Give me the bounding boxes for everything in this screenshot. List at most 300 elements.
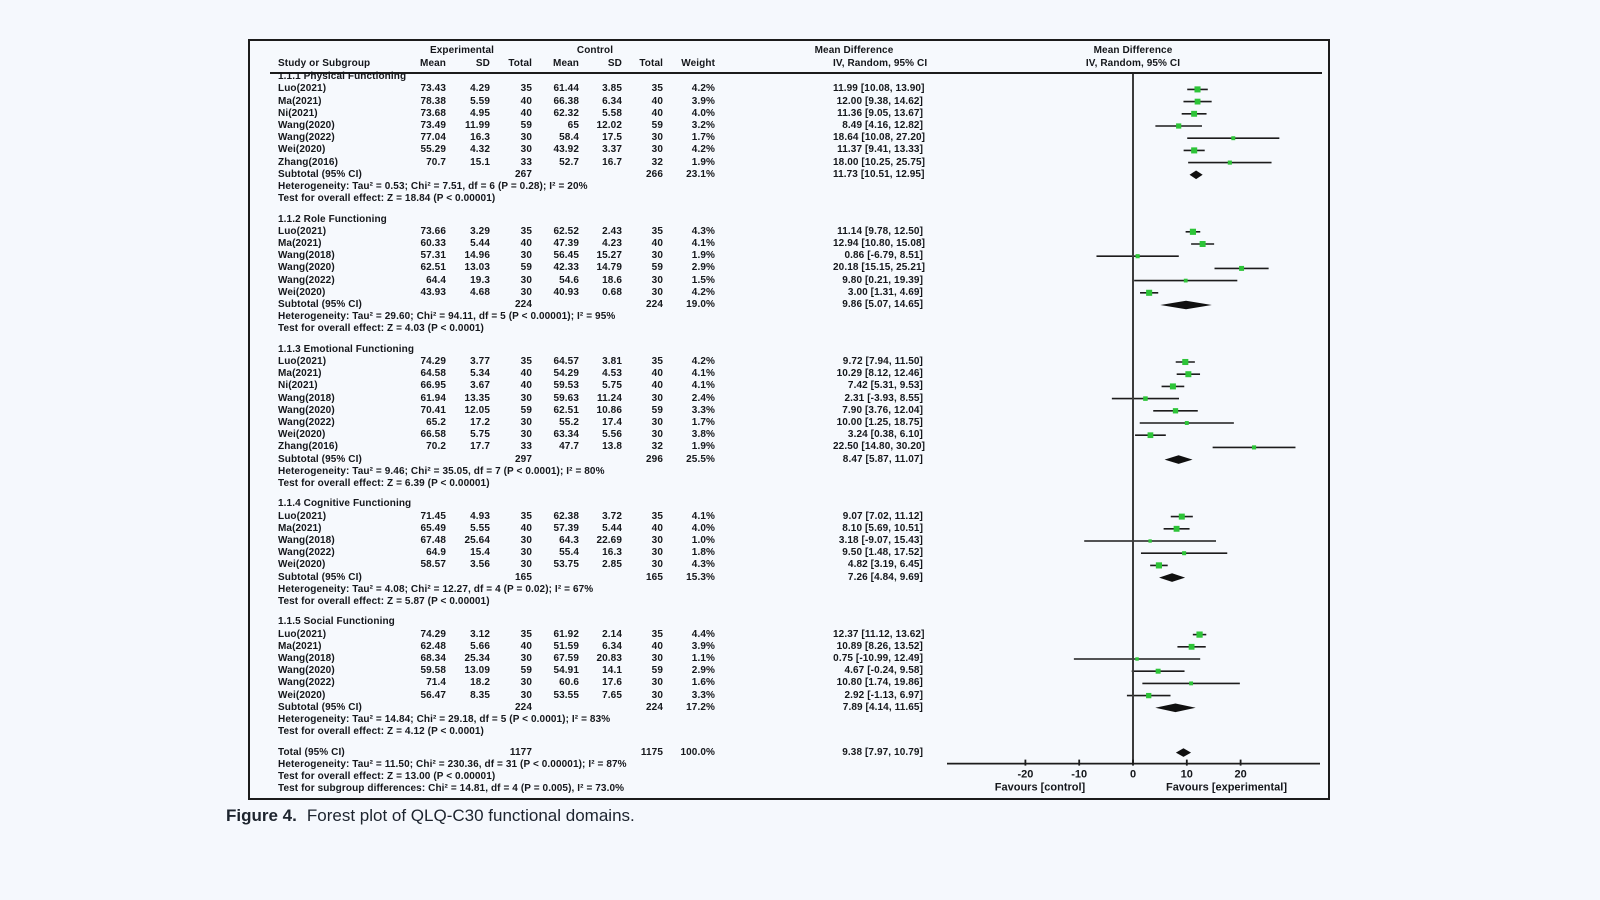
sd-control: 3.85: [602, 83, 622, 94]
sd-experimental: 15.4: [470, 547, 490, 558]
total-experimental: 1177: [509, 747, 532, 758]
subtotal-diamond: [1165, 455, 1193, 464]
weight: 1.1%: [691, 653, 715, 664]
header-total-control: Total: [639, 58, 663, 69]
mean-experimental: 66.58: [420, 429, 446, 440]
sd-control: 3.81: [602, 356, 622, 367]
mean-experimental: 67.48: [420, 535, 446, 546]
forest-plot-panel: [248, 39, 1330, 800]
sd-experimental: 15.1: [470, 157, 490, 168]
total-experimental: 33: [520, 157, 532, 168]
sd-control: 5.44: [602, 523, 622, 534]
study-name: Wang(2020): [278, 405, 335, 416]
weight: 2.4%: [691, 393, 715, 404]
md-ci-text: 12.37 [11.12, 13.62]: [833, 629, 925, 640]
weight: 4.3%: [691, 559, 715, 570]
weight: 23.1%: [686, 169, 715, 180]
mean-control: 64.3: [559, 535, 579, 546]
total-control: 30: [651, 535, 663, 546]
total-experimental: 59: [520, 405, 532, 416]
weight: 1.9%: [691, 250, 715, 261]
total-control: 40: [651, 368, 663, 379]
total-control: 165: [646, 572, 663, 583]
md-ci-text: 9.50 [1.48, 17.52]: [842, 547, 923, 558]
mean-experimental: 62.51: [420, 262, 446, 273]
subtotal-label: Subtotal (95% CI): [278, 169, 362, 180]
study-name: Wei(2020): [278, 429, 326, 440]
md-ci-text: 0.75 [-10.99, 12.49]: [833, 653, 923, 664]
sd-control: 18.6: [602, 275, 622, 286]
subtotal-diamond: [1155, 704, 1195, 713]
md-ci-text: 11.36 [9.05, 13.67]: [837, 108, 923, 119]
sd-experimental: 13.09: [464, 665, 490, 676]
mean-experimental: 78.38: [420, 96, 446, 107]
subtotal-label: Subtotal (95% CI): [278, 702, 362, 713]
point-estimate-marker: [1176, 123, 1181, 128]
total-label: Total (95% CI): [278, 747, 345, 758]
sd-control: 22.69: [596, 535, 622, 546]
header-total-experimental: Total: [508, 58, 532, 69]
mean-control: 56.45: [553, 250, 579, 261]
mean-control: 54.91: [553, 665, 579, 676]
axis-tick-label: 10: [1180, 768, 1193, 781]
study-name: Wang(2018): [278, 535, 335, 546]
total-control: 59: [651, 665, 663, 676]
sd-experimental: 13.35: [464, 393, 490, 404]
weight: 3.2%: [691, 120, 715, 131]
mean-control: 47.39: [553, 238, 579, 249]
md-ci-text: 9.86 [5.07, 14.65]: [842, 299, 923, 310]
mean-control: 62.38: [553, 511, 579, 522]
md-ci-text: 2.31 [-3.93, 8.55]: [844, 393, 923, 404]
study-name: Wei(2020): [278, 287, 326, 298]
point-estimate-marker: [1156, 562, 1162, 568]
header-ci-plot-column: IV, Random, 95% CI: [1085, 58, 1181, 69]
header-group-control: Control: [576, 45, 614, 56]
weight: 4.1%: [691, 380, 715, 391]
total-diamond: [1176, 748, 1191, 757]
weight: 19.0%: [686, 299, 715, 310]
point-estimate-marker: [1194, 86, 1200, 92]
sd-control: 2.85: [602, 559, 622, 570]
sd-experimental: 4.95: [470, 108, 490, 119]
total-control: 30: [651, 429, 663, 440]
mean-control: 51.59: [553, 641, 579, 652]
total-control: 30: [651, 690, 663, 701]
weight: 3.9%: [691, 641, 715, 652]
point-estimate-marker: [1148, 432, 1154, 438]
subgroup-differences-note: Test for subgroup differences: Chi² = 14.81, df = 4 (P = 0.005), I² = 73.0%: [278, 783, 625, 794]
mean-control: 47.7: [559, 441, 579, 452]
point-estimate-marker: [1189, 681, 1193, 685]
total-control: 266: [646, 169, 663, 180]
weight: 4.3%: [691, 226, 715, 237]
header-group-mean-difference-text: Mean Difference: [814, 45, 894, 56]
mean-control: 55.2: [559, 417, 579, 428]
point-estimate-marker: [1191, 147, 1197, 153]
total-experimental: 40: [520, 380, 532, 391]
weight: 1.7%: [691, 417, 715, 428]
total-control: 35: [651, 511, 663, 522]
total-control: 30: [651, 144, 663, 155]
sd-experimental: 5.75: [470, 429, 490, 440]
mean-control: 52.7: [559, 157, 579, 168]
sd-control: 12.02: [596, 120, 622, 131]
md-ci-text: 18.64 [10.08, 27.20]: [833, 132, 926, 143]
weight: 100.0%: [680, 747, 715, 758]
section-header: 1.1.3 Emotional Functioning: [278, 344, 415, 355]
total-control: 32: [651, 157, 663, 168]
total-experimental: 30: [520, 144, 532, 155]
md-ci-text: 3.18 [-9.07, 15.43]: [838, 535, 923, 546]
study-name: Wang(2018): [278, 653, 335, 664]
study-name: Luo(2021): [278, 511, 327, 522]
sd-control: 17.4: [602, 417, 622, 428]
total-control: 40: [651, 96, 663, 107]
sd-control: 13.8: [602, 441, 622, 452]
weight: 4.2%: [691, 287, 715, 298]
sd-control: 2.14: [602, 629, 622, 640]
point-estimate-marker: [1231, 136, 1235, 140]
weight: 3.3%: [691, 690, 715, 701]
study-name: Wei(2020): [278, 559, 326, 570]
sd-experimental: 13.03: [464, 262, 490, 273]
md-ci-text: 22.50 [14.80, 30.20]: [833, 441, 926, 452]
total-experimental: 35: [520, 226, 532, 237]
overall-effect-note: Test for overall effect: Z = 6.39 (P < 0.00001): [278, 478, 490, 489]
study-name: Ma(2021): [278, 96, 322, 107]
md-ci-text: 18.00 [10.25, 25.75]: [833, 157, 926, 168]
study-name: Ma(2021): [278, 641, 322, 652]
study-name: Wang(2020): [278, 665, 335, 676]
total-control: 30: [651, 393, 663, 404]
sd-control: 17.5: [602, 132, 622, 143]
point-estimate-marker: [1173, 408, 1178, 413]
header-weight: Weight: [681, 58, 715, 69]
mean-control: 59.53: [553, 380, 579, 391]
total-experimental: 30: [520, 417, 532, 428]
weight: 1.6%: [691, 677, 715, 688]
md-ci-text: 10.89 [8.26, 13.52]: [836, 641, 923, 652]
total-experimental: 30: [520, 429, 532, 440]
sd-experimental: 5.44: [470, 238, 490, 249]
sd-experimental: 3.77: [470, 356, 490, 367]
weight: 2.9%: [691, 665, 715, 676]
mean-control: 43.92: [553, 144, 579, 155]
md-ci-text: 9.07 [7.02, 11.12]: [842, 511, 923, 522]
total-control: 35: [651, 226, 663, 237]
mean-experimental: 65.49: [420, 523, 446, 534]
total-control: 40: [651, 380, 663, 391]
study-name: Luo(2021): [278, 83, 327, 94]
point-estimate-marker: [1148, 539, 1151, 542]
total-experimental: 30: [520, 535, 532, 546]
study-name: Zhang(2016): [278, 441, 339, 452]
study-name: Wang(2020): [278, 120, 335, 131]
sd-experimental: 3.12: [470, 629, 490, 640]
axis-tick-label: -10: [1071, 768, 1088, 781]
md-ci-text: 8.47 [5.87, 11.07]: [842, 454, 923, 465]
sd-experimental: 5.55: [470, 523, 490, 534]
weight: 1.0%: [691, 535, 715, 546]
md-ci-text: 2.92 [-1.13, 6.97]: [844, 690, 923, 701]
total-control: 35: [651, 356, 663, 367]
point-estimate-marker: [1179, 514, 1185, 520]
total-control: 59: [651, 120, 663, 131]
subtotal-label: Subtotal (95% CI): [278, 572, 362, 583]
sd-experimental: 3.56: [470, 559, 490, 570]
md-ci-text: 11.14 [9.78, 12.50]: [837, 226, 923, 237]
mean-experimental: 55.29: [420, 144, 446, 155]
sd-control: 10.86: [596, 405, 622, 416]
sd-experimental: 19.3: [470, 275, 490, 286]
point-estimate-marker: [1146, 290, 1152, 296]
total-control: 30: [651, 250, 663, 261]
point-estimate-marker: [1170, 383, 1176, 389]
total-experimental: 40: [520, 641, 532, 652]
sd-experimental: 17.2: [470, 417, 490, 428]
header-mean-experimental: Mean: [420, 58, 446, 69]
total-experimental: 35: [520, 83, 532, 94]
header-group-mean-difference-plot: Mean Difference: [1093, 45, 1173, 56]
point-estimate-marker: [1143, 396, 1148, 401]
point-estimate-marker: [1252, 445, 1256, 449]
sd-experimental: 4.68: [470, 287, 490, 298]
total-control: 224: [646, 702, 663, 713]
weight: 3.9%: [691, 96, 715, 107]
mean-control: 58.4: [559, 132, 579, 143]
md-ci-text: 4.67 [-0.24, 9.58]: [844, 665, 923, 676]
mean-experimental: 62.48: [420, 641, 446, 652]
sd-experimental: 25.34: [464, 653, 490, 664]
md-ci-text: 9.80 [0.21, 19.39]: [842, 275, 923, 286]
point-estimate-marker: [1185, 421, 1189, 425]
mean-control: 61.92: [553, 629, 579, 640]
total-experimental: 30: [520, 250, 532, 261]
point-estimate-marker: [1184, 279, 1188, 283]
study-name: Ma(2021): [278, 238, 322, 249]
md-ci-text: 9.72 [7.94, 11.50]: [842, 356, 923, 367]
md-ci-text: 7.89 [4.14, 11.65]: [842, 702, 923, 713]
weight: 1.9%: [691, 441, 715, 452]
sd-control: 3.37: [602, 144, 622, 155]
subtotal-label: Subtotal (95% CI): [278, 299, 362, 310]
md-ci-text: 20.18 [15.15, 25.21]: [833, 262, 926, 273]
sd-control: 11.24: [597, 393, 622, 404]
axis-tick-label: -20: [1017, 768, 1034, 781]
sd-experimental: 5.66: [470, 641, 490, 652]
axis-tick-label: 20: [1234, 768, 1247, 781]
weight: 4.1%: [691, 238, 715, 249]
total-experimental: 33: [520, 441, 532, 452]
total-control: 40: [651, 641, 663, 652]
point-estimate-marker: [1189, 644, 1195, 650]
point-estimate-marker: [1136, 254, 1140, 258]
sd-experimental: 3.67: [470, 380, 490, 391]
mean-control: 64.57: [553, 356, 579, 367]
header-mean-control: Mean: [553, 58, 579, 69]
point-estimate-marker: [1174, 526, 1180, 532]
md-ci-text: 10.00 [1.25, 18.75]: [836, 417, 923, 428]
sd-experimental: 3.29: [470, 226, 490, 237]
md-ci-text: 7.42 [5.31, 9.53]: [847, 380, 923, 391]
total-control: 40: [651, 238, 663, 249]
subtotal-diamond: [1190, 171, 1203, 180]
total-experimental: 30: [520, 690, 532, 701]
point-estimate-marker: [1146, 693, 1151, 698]
total-experimental: 224: [515, 702, 532, 713]
total-control: 296: [646, 454, 663, 465]
sd-control: 16.7: [602, 157, 622, 168]
mean-experimental: 65.2: [426, 417, 446, 428]
total-experimental: 224: [515, 299, 532, 310]
total-experimental: 297: [515, 454, 532, 465]
sd-control: 3.72: [602, 511, 622, 522]
total-experimental: 30: [520, 653, 532, 664]
sd-experimental: 5.59: [470, 96, 490, 107]
total-control: 30: [651, 275, 663, 286]
sd-control: 6.34: [602, 641, 622, 652]
subtotal-diamond: [1160, 301, 1212, 310]
total-experimental: 40: [520, 523, 532, 534]
total-experimental: 40: [520, 96, 532, 107]
study-name: Wang(2022): [278, 547, 335, 558]
total-control: 59: [651, 405, 663, 416]
total-control: 30: [651, 547, 663, 558]
mean-control: 62.51: [553, 405, 579, 416]
mean-experimental: 58.57: [420, 559, 446, 570]
weight: 4.2%: [691, 83, 715, 94]
point-estimate-marker: [1182, 359, 1188, 365]
point-estimate-marker: [1196, 631, 1202, 637]
md-ci-text: 10.80 [1.74, 19.86]: [836, 677, 923, 688]
mean-experimental: 57.31: [420, 250, 446, 261]
subtotal-label: Subtotal (95% CI): [278, 454, 362, 465]
study-name: Luo(2021): [278, 226, 327, 237]
header-sd-control: SD: [607, 58, 622, 69]
weight: 17.2%: [686, 702, 715, 713]
total-experimental: 35: [520, 356, 532, 367]
mean-experimental: 70.41: [420, 405, 446, 416]
weight: 4.2%: [691, 144, 715, 155]
sd-control: 15.27: [596, 250, 622, 261]
mean-control: 61.44: [553, 83, 579, 94]
total-experimental: 165: [515, 572, 532, 583]
study-name: Ma(2021): [278, 523, 322, 534]
point-estimate-marker: [1156, 669, 1161, 674]
total-experimental: 40: [520, 238, 532, 249]
sd-control: 14.79: [596, 262, 622, 273]
md-ci-text: 12.94 [10.80, 15.08]: [833, 238, 926, 249]
sd-control: 16.3: [602, 547, 622, 558]
header-ci-text-column: IV, Random, 95% CI: [833, 58, 928, 69]
total-control: 40: [651, 523, 663, 534]
total-experimental: 30: [520, 275, 532, 286]
mean-control: 53.75: [553, 559, 579, 570]
md-ci-text: 3.24 [0.38, 6.10]: [847, 429, 923, 440]
study-name: Luo(2021): [278, 356, 327, 367]
point-estimate-marker: [1239, 266, 1244, 271]
total-control: 30: [651, 417, 663, 428]
favours-control-label: Favours [control]: [994, 781, 1086, 794]
header-study-or-subgroup: Study or Subgroup: [278, 58, 371, 69]
md-ci-text: 11.73 [10.51, 12.95]: [833, 169, 925, 180]
study-name: Wang(2018): [278, 250, 335, 261]
header-sd-experimental: SD: [475, 58, 490, 69]
total-experimental: 40: [520, 108, 532, 119]
subtotal-diamond: [1159, 573, 1185, 582]
heterogeneity-note: Heterogeneity: Tau² = 29.60; Chi² = 94.11, df = 5 (P < 0.00001); I² = 95%: [278, 311, 616, 322]
mean-experimental: 68.34: [420, 653, 446, 664]
study-name: Ma(2021): [278, 368, 322, 379]
weight: 4.2%: [691, 356, 715, 367]
heterogeneity-note: Heterogeneity: Tau² = 14.84; Chi² = 29.18, df = 5 (P < 0.0001); I² = 83%: [278, 714, 611, 725]
mean-experimental: 70.7: [426, 157, 446, 168]
sd-experimental: 17.7: [470, 441, 490, 452]
md-ci-text: 8.10 [5.69, 10.51]: [842, 523, 923, 534]
weight: 1.8%: [691, 547, 715, 558]
sd-control: 7.65: [602, 690, 622, 701]
total-control: 35: [651, 629, 663, 640]
weight: 2.9%: [691, 262, 715, 273]
sd-control: 2.43: [602, 226, 622, 237]
study-name: Ni(2021): [278, 380, 318, 391]
mean-experimental: 74.29: [420, 629, 446, 640]
overall-effect-note: Test for overall effect: Z = 13.00 (P < 0.00001): [278, 771, 496, 782]
favours-experimental-label: Favours [experimental]: [1165, 781, 1288, 794]
point-estimate-marker: [1190, 229, 1196, 235]
total-control: 30: [651, 653, 663, 664]
md-ci-text: 0.86 [-6.79, 8.51]: [844, 250, 923, 261]
study-name: Wei(2020): [278, 690, 326, 701]
sd-control: 0.68: [602, 287, 622, 298]
mean-control: 59.63: [553, 393, 579, 404]
heterogeneity-note: Heterogeneity: Tau² = 11.50; Chi² = 230.36, df = 31 (P < 0.00001); I² = 87%: [278, 759, 627, 770]
total-experimental: 59: [520, 120, 532, 131]
mean-experimental: 77.04: [420, 132, 446, 143]
mean-control: 62.52: [553, 226, 579, 237]
weight: 1.5%: [691, 275, 715, 286]
total-control: 30: [651, 132, 663, 143]
mean-experimental: 56.47: [420, 690, 446, 701]
header-group-experimental: Experimental: [429, 45, 494, 56]
sd-experimental: 4.93: [470, 511, 490, 522]
md-ci-text: 3.00 [1.31, 4.69]: [847, 287, 923, 298]
md-ci-text: 7.26 [4.84, 9.69]: [847, 572, 923, 583]
sd-control: 4.53: [602, 368, 622, 379]
mean-experimental: 73.43: [420, 83, 446, 94]
study-name: Wang(2018): [278, 393, 335, 404]
total-experimental: 30: [520, 677, 532, 688]
mean-control: 67.59: [553, 653, 579, 664]
sd-experimental: 4.32: [470, 144, 490, 155]
sd-control: 5.75: [602, 380, 622, 391]
sd-experimental: 5.34: [470, 368, 490, 379]
mean-control: 53.55: [553, 690, 579, 701]
weight: 15.3%: [686, 572, 715, 583]
sd-experimental: 8.35: [470, 690, 490, 701]
figure-number: Figure 4.: [226, 806, 297, 825]
md-ci-text: 7.90 [3.76, 12.04]: [842, 405, 923, 416]
total-experimental: 59: [520, 665, 532, 676]
weight: 3.3%: [691, 405, 715, 416]
sd-experimental: 14.96: [464, 250, 490, 261]
point-estimate-marker: [1191, 111, 1197, 117]
total-experimental: 40: [520, 368, 532, 379]
study-name: Wang(2022): [278, 275, 335, 286]
point-estimate-marker: [1195, 99, 1201, 105]
weight: 4.1%: [691, 511, 715, 522]
